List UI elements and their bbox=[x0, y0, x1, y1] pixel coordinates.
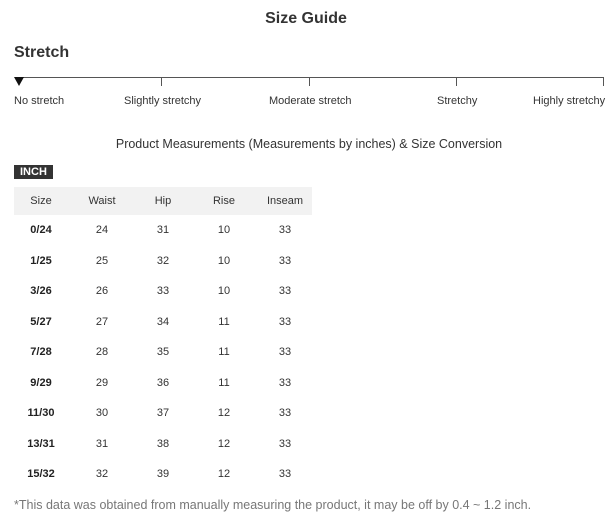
waist-cell: 29 bbox=[95, 376, 109, 389]
rise-cell: 12 bbox=[217, 468, 231, 481]
stretch-scale bbox=[0, 74, 612, 114]
rise-cell: 10 bbox=[217, 224, 231, 237]
size-table bbox=[14, 187, 312, 490]
waist-cell: 31 bbox=[95, 437, 109, 450]
rise-cell: 12 bbox=[217, 437, 231, 450]
inseam-cell: 33 bbox=[278, 346, 292, 359]
waist-cell: 32 bbox=[95, 468, 109, 481]
stretch-tick bbox=[456, 77, 457, 86]
waist-cell: 28 bbox=[95, 346, 109, 359]
waist-cell: 25 bbox=[95, 254, 109, 267]
stretch-label-slightly-stretchy: Slightly stretchy bbox=[124, 95, 202, 107]
stretch-label-no-stretch: No stretch bbox=[14, 95, 65, 107]
waist-cell: 26 bbox=[95, 285, 109, 298]
hip-cell: 39 bbox=[156, 468, 170, 481]
stretch-scale-line bbox=[18, 77, 604, 78]
table-row bbox=[14, 337, 312, 368]
measurements-subtitle: Product Measurements (Measurements by inches) & Size Conversion bbox=[115, 137, 503, 151]
inseam-cell: 33 bbox=[278, 254, 292, 267]
stretch-tick bbox=[603, 77, 604, 86]
hip-cell: 37 bbox=[156, 407, 170, 420]
hip-cell: 36 bbox=[156, 376, 170, 389]
stretch-tick bbox=[309, 77, 310, 86]
hip-cell: 32 bbox=[156, 254, 170, 267]
stretch-label-stretchy: Stretchy bbox=[437, 95, 478, 107]
column-header-inseam: Inseam bbox=[258, 187, 312, 215]
rise-cell: 11 bbox=[218, 315, 230, 328]
inseam-cell: 33 bbox=[278, 437, 292, 450]
column-header-size: Size bbox=[14, 187, 68, 215]
rise-cell: 10 bbox=[217, 254, 231, 267]
unit-badge: INCH bbox=[14, 165, 53, 179]
rise-cell: 10 bbox=[217, 285, 231, 298]
page-title: Size Guide bbox=[265, 10, 347, 27]
column-header-waist: Waist bbox=[68, 187, 136, 215]
size-cell: 5/27 bbox=[30, 315, 52, 328]
size-cell: 7/28 bbox=[30, 346, 52, 359]
table-row bbox=[14, 276, 312, 307]
size-cell: 13/31 bbox=[27, 437, 55, 450]
size-cell: 1/25 bbox=[30, 254, 52, 267]
size-cell: 11/30 bbox=[27, 407, 55, 420]
table-row bbox=[14, 429, 312, 460]
stretch-marker-icon bbox=[14, 77, 24, 86]
hip-cell: 33 bbox=[156, 285, 170, 298]
inseam-cell: 33 bbox=[278, 407, 292, 420]
table-row bbox=[14, 398, 312, 429]
hip-cell: 31 bbox=[156, 224, 170, 237]
hip-cell: 34 bbox=[156, 315, 170, 328]
hip-cell: 38 bbox=[156, 437, 170, 450]
rise-cell: 11 bbox=[218, 376, 230, 389]
table-row bbox=[14, 368, 312, 399]
table-header-row bbox=[14, 187, 312, 215]
waist-cell: 30 bbox=[95, 407, 109, 420]
rise-cell: 12 bbox=[217, 407, 231, 420]
table-row bbox=[14, 307, 312, 338]
size-cell: 9/29 bbox=[30, 376, 52, 389]
size-cell: 3/26 bbox=[30, 285, 52, 298]
rise-cell: 11 bbox=[218, 346, 230, 359]
column-header-rise: Rise bbox=[190, 187, 258, 215]
size-cell: 0/24 bbox=[30, 224, 52, 237]
waist-cell: 27 bbox=[95, 315, 109, 328]
inseam-cell: 33 bbox=[278, 315, 292, 328]
size-cell: 15/32 bbox=[27, 468, 55, 481]
inseam-cell: 33 bbox=[278, 285, 292, 298]
stretch-label-moderate-stretch: Moderate stretch bbox=[269, 95, 352, 107]
measurement-footnote: *This data was obtained from manually measuring the product, it may be off by 0.4 ~ 1.2 inch. bbox=[14, 498, 532, 512]
hip-cell: 35 bbox=[156, 346, 170, 359]
inseam-cell: 33 bbox=[278, 224, 292, 237]
stretch-label-highly-stretchy: Highly stretchy bbox=[533, 95, 606, 107]
column-header-hip: Hip bbox=[136, 187, 190, 215]
inseam-cell: 33 bbox=[278, 468, 292, 481]
stretch-tick bbox=[161, 77, 162, 86]
table-row bbox=[14, 459, 312, 490]
inseam-cell: 33 bbox=[278, 376, 292, 389]
waist-cell: 24 bbox=[95, 224, 109, 237]
stretch-heading: Stretch bbox=[14, 44, 70, 61]
table-row bbox=[14, 246, 312, 277]
table-row bbox=[14, 215, 312, 246]
